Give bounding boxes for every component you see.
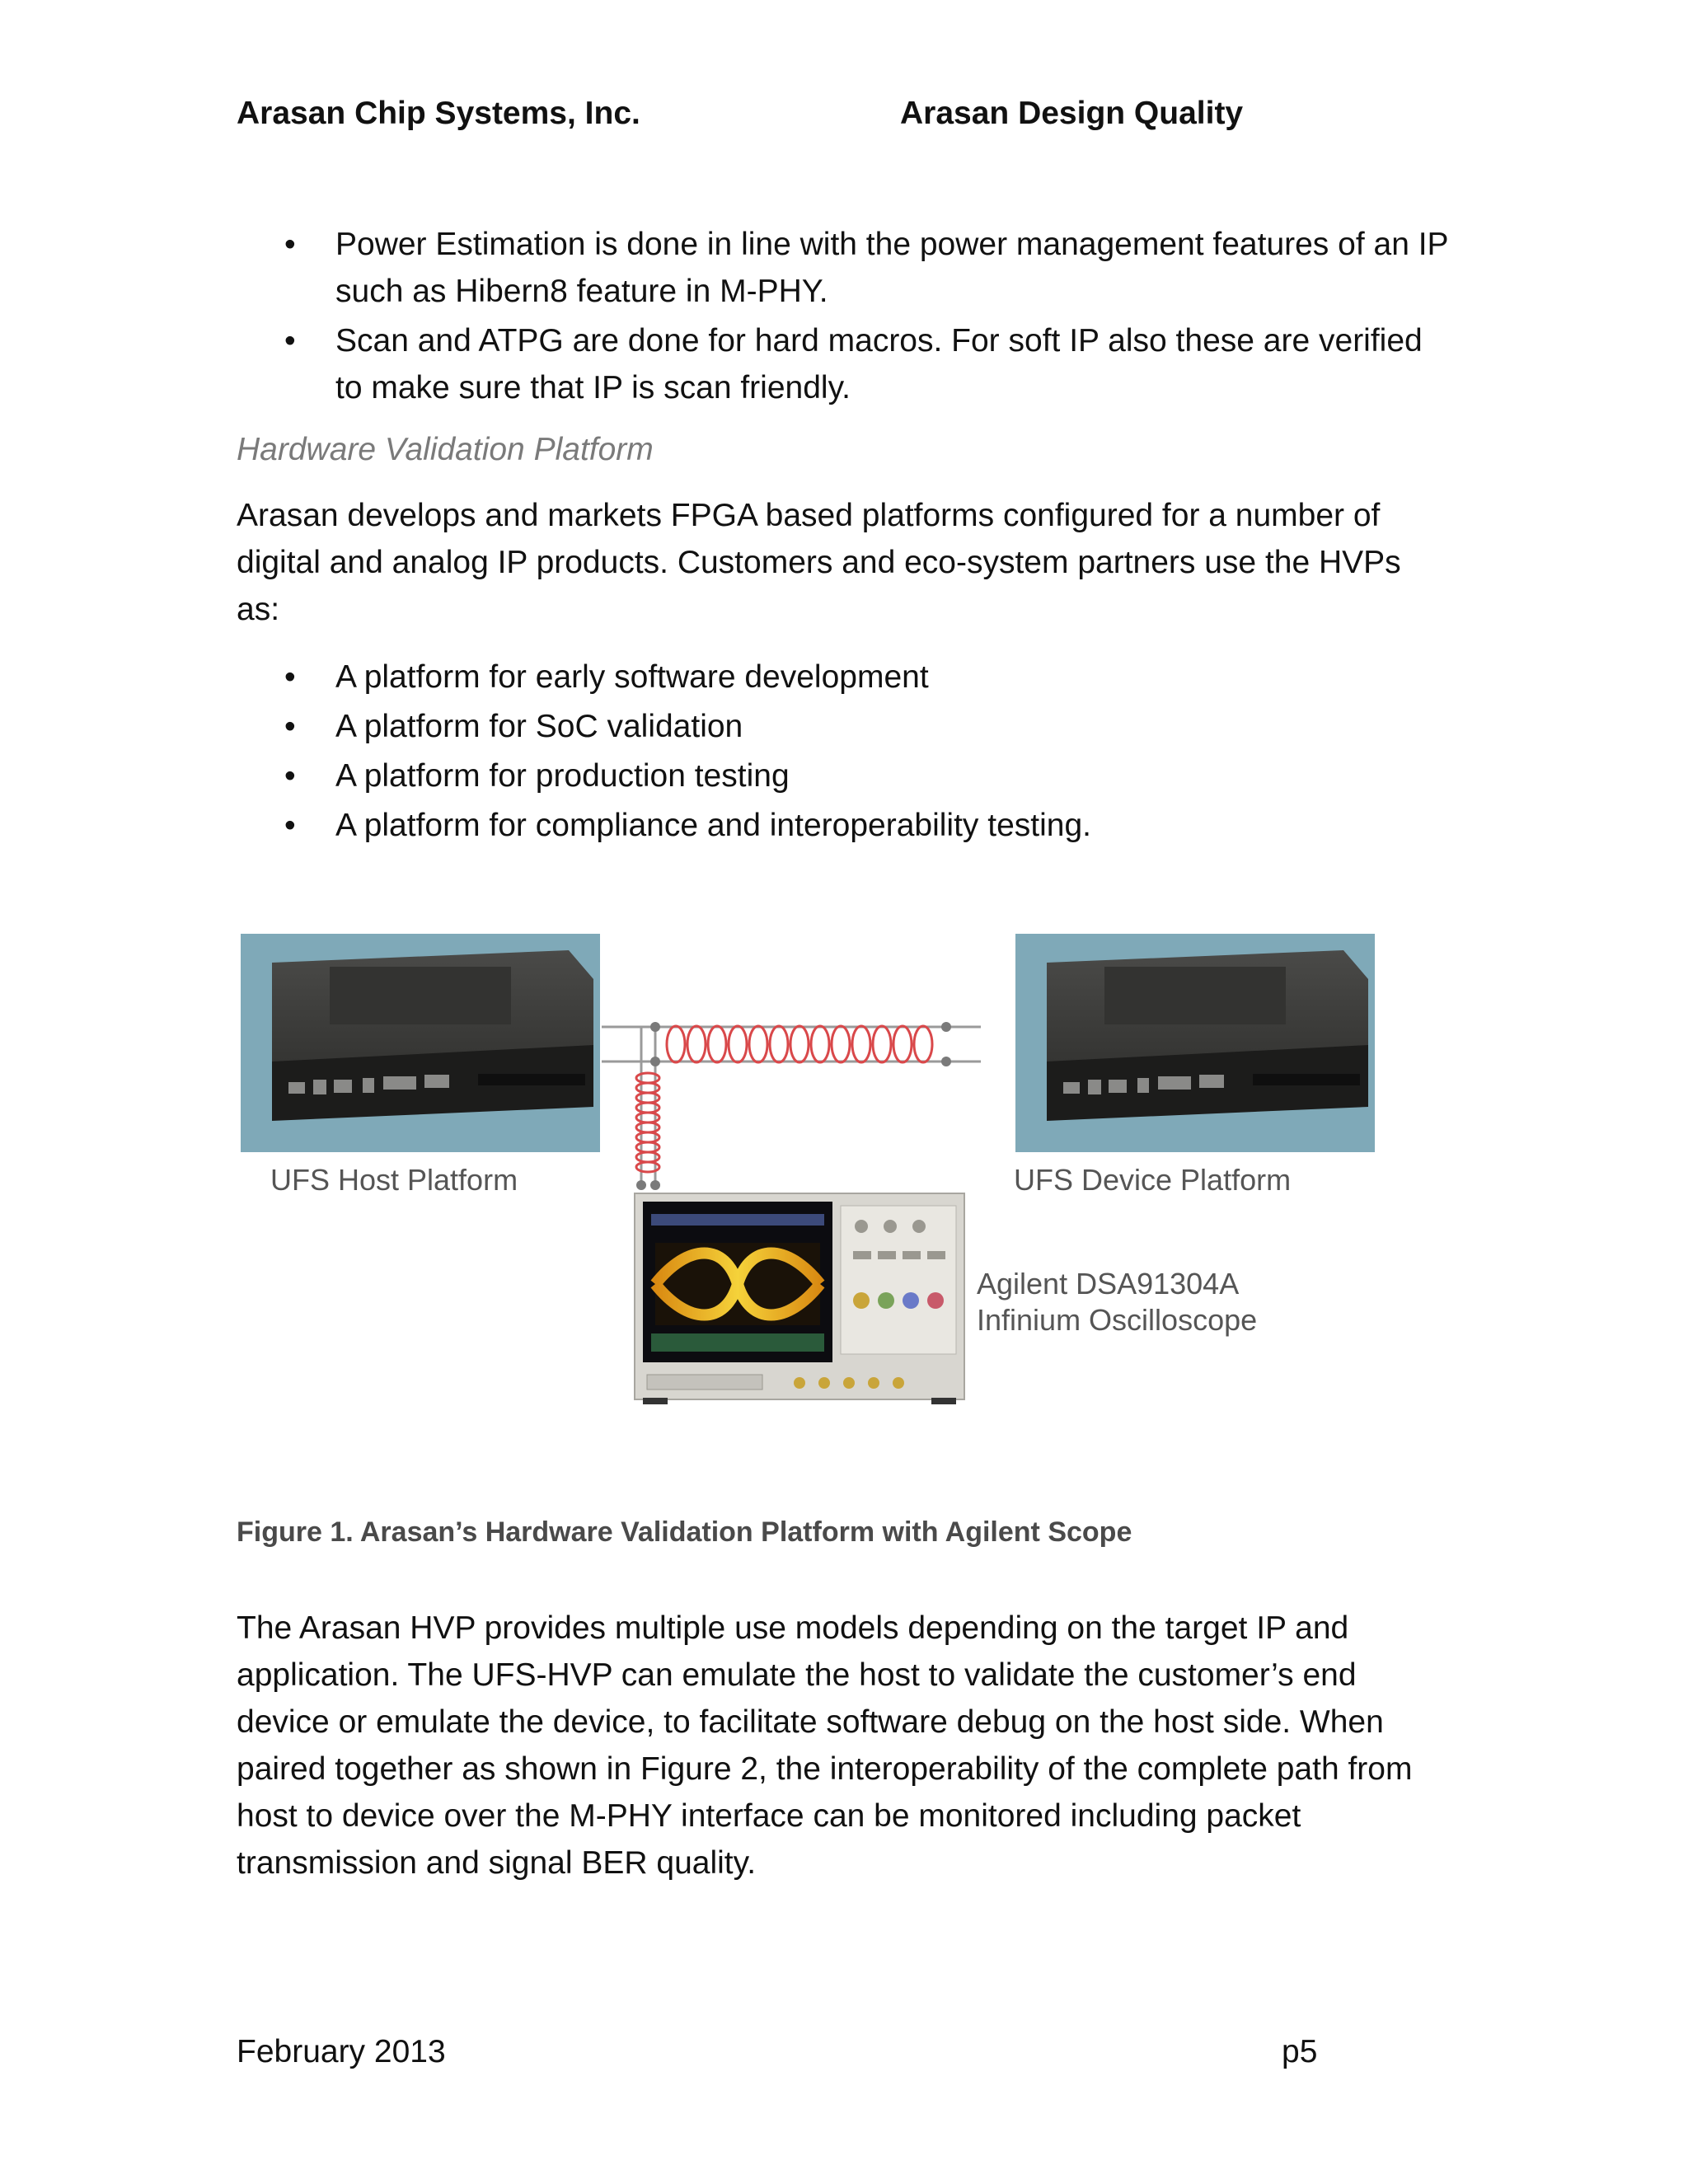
list-item: • A platform for compliance and interoperability testing.: [237, 801, 1456, 851]
host-platform-photo: [241, 934, 600, 1152]
uses-bullet-list: [237, 653, 1456, 851]
list-item: • A platform for SoC validation: [237, 702, 1456, 752]
scope-label: [977, 1266, 1257, 1338]
footer-page-number: p5: [1282, 2034, 1318, 2069]
header-doc-title: Arasan Design Quality: [900, 96, 1244, 131]
list-item: • A platform for production testing: [237, 752, 1456, 801]
figure-caption: Figure 1. Arasan’s Hardware Validation Platform with Agilent Scope: [237, 1516, 1132, 1548]
device-platform-photo: [1015, 934, 1375, 1152]
header-company: Arasan Chip Systems, Inc.: [237, 96, 640, 131]
scope-label-type: Infinium Oscilloscope: [977, 1303, 1258, 1337]
list-item: • Scan and ATPG are done for hard macros. For soft IP also these are verified to make sure that IP is scan friendly.: [237, 317, 1456, 411]
list-item: • A platform for early software development: [237, 653, 1456, 702]
section-heading: Hardware Validation Platform: [237, 432, 654, 467]
scope-label-model: Agilent DSA91304A: [977, 1267, 1240, 1301]
cable-connectors: [636, 1022, 951, 1190]
list-item: • Power Estimation is done in line with the power management features of an IP such as Hibern8 feature in M-PHY.: [237, 221, 1456, 315]
device-platform-label: UFS Device Platform: [1014, 1163, 1292, 1197]
horizontal-coil: [667, 1026, 932, 1062]
figure-hvp-diagram: [239, 930, 1393, 1416]
oscilloscope-photo: [635, 1193, 964, 1404]
intro-paragraph: Arasan develops and markets FPGA based platforms configured for a number of digital and analog IP products. Customers and eco-system partners use the HVPs as:: [237, 498, 1401, 627]
host-platform-label: UFS Host Platform: [270, 1163, 518, 1197]
top-bullet-list: [237, 221, 1456, 411]
footer-date: February 2013: [237, 2034, 446, 2069]
closing-paragraph: The Arasan HVP provides multiple use models depending on the target IP and application. The UFS-HVP can emulate the host to validate the customer’s end device or emulate the device, to facilitate software debug on the host side. When paired together as shown in Figure 2, the interoperability of the complete path from host to device over the M-PHY interface can be monitored including packet transmission and signal BER quality.: [237, 1610, 1413, 1881]
